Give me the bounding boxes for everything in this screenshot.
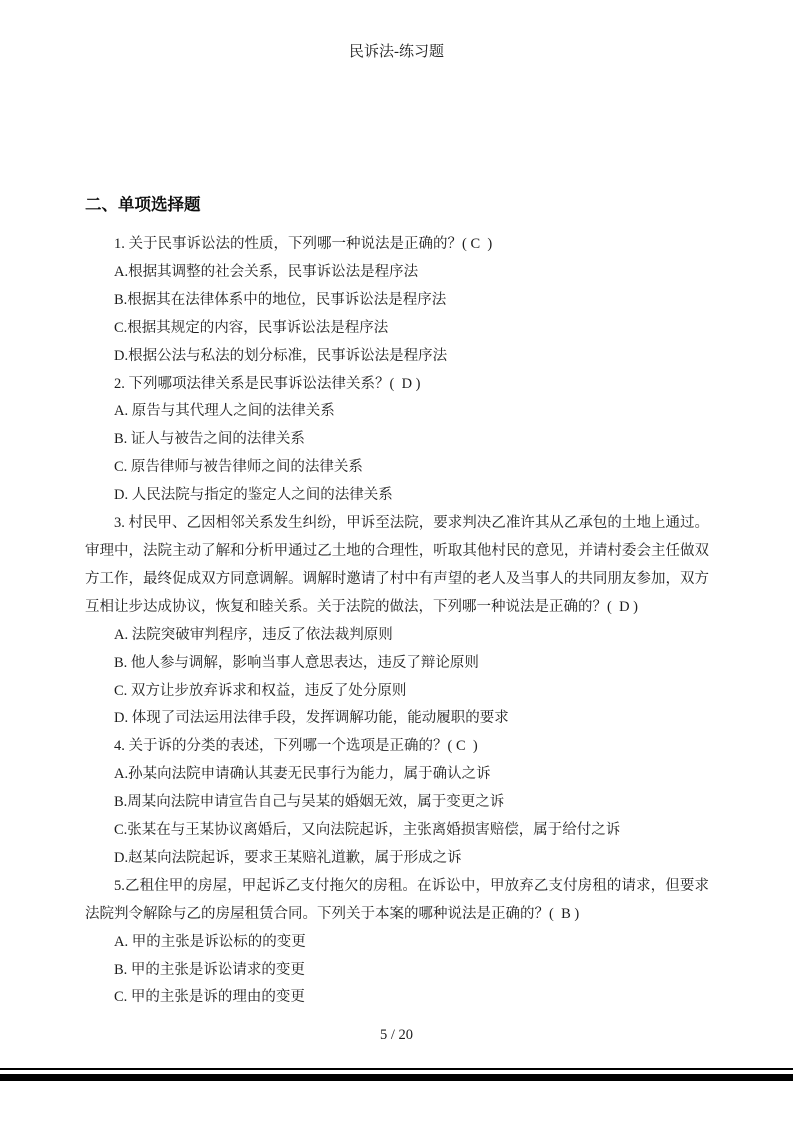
- question-4-stem: 4. 关于诉的分类的表述，下列哪一个选项是正确的？( C ): [114, 738, 478, 755]
- question-5-option-c: C. 甲的主张是诉的理由的变更: [114, 989, 305, 1006]
- question-1-option-c: C.根据其规定的内容，民事诉讼法是程序法: [114, 319, 389, 336]
- question-4-option-c: C.张某在与王某协议离婚后，又向法院起诉，主张离婚损害赔偿，属于给付之诉: [114, 822, 621, 839]
- question-2-option-d: D. 人民法院与指定的鉴定人之间的法律关系: [114, 487, 393, 504]
- bottom-rule-thick: [0, 1074, 793, 1081]
- bottom-rule-thin: [0, 1068, 793, 1070]
- question-2-option-a: A. 原告与其代理人之间的法律关系: [114, 403, 335, 420]
- question-5-stem: 5.乙租住甲的房屋，甲起诉乙支付拖欠的房租。在诉讼中，甲放弃乙支付房租的请求，但要求法院判令解除与乙的房屋租赁合同。下列关于本案的哪种说法是正确的？( B ): [85, 877, 709, 922]
- question-1-option-a: A.根据其调整的社会关系，民事诉讼法是程序法: [114, 263, 419, 280]
- question-1-option-b: B.根据其在法律体系中的地位，民事诉讼法是程序法: [114, 291, 447, 308]
- question-3-option-a: A. 法院突破审判程序，违反了依法裁判原则: [114, 626, 393, 643]
- question-3-stem: 3. 村民甲、乙因相邻关系发生纠纷，甲诉至法院，要求判决乙准许其从乙承包的土地上通过。审理中，法院主动了解和分析甲通过乙土地的合理性，听取其他村民的意见，并请村委会主任做双方工作，最终促成双方同意调解。调解时邀请了村中有声望的老人及当事人的共同朋友参加，双方互相让步达成协议，恢复和睦关系。关于法院的做法，下列哪一种说法是正确的？( D ): [85, 515, 709, 615]
- document-body: [85, 194, 709, 1012]
- question-2-option-b: B. 证人与被告之间的法律关系: [114, 431, 305, 448]
- page-number-indicator: 5 / 20: [379, 1027, 414, 1043]
- question-3-option-c: C. 双方让步放弃诉求和权益，违反了处分原则: [114, 682, 407, 699]
- question-4-option-b: B.周某向法院申请宣告自己与吴某的婚姻无效，属于变更之诉: [114, 794, 505, 811]
- question-5-option-b: B. 甲的主张是诉讼请求的变更: [114, 961, 305, 978]
- question-4-option-d: D.赵某向法院起诉，要求王某赔礼道歉，属于形成之诉: [114, 849, 462, 866]
- question-3-option-d: D. 体现了司法运用法律手段，发挥调解功能，能动履职的要求: [114, 710, 509, 727]
- question-1-option-d: D.根据公法与私法的划分标准，民事诉讼法是程序法: [114, 347, 448, 364]
- question-5-option-a: A. 甲的主张是诉讼标的的变更: [114, 933, 306, 950]
- section-title: 二、单项选择题: [85, 196, 201, 214]
- question-2-stem: 2. 下列哪项法律关系是民事诉讼法律关系？( D ): [114, 375, 421, 392]
- document-header-title: 民诉法-练习题: [349, 44, 444, 60]
- question-2-option-c: C. 原告律师与被告律师之间的法律关系: [114, 459, 363, 476]
- question-1-stem: 1. 关于民事诉讼法的性质，下列哪一种说法是正确的？( C ): [114, 236, 493, 252]
- question-3-option-b: B. 他人参与调解，影响当事人意思表达，违反了辩论原则: [114, 654, 479, 671]
- question-4-option-a: A.孙某向法院申请确认其妻无民事行为能力，属于确认之诉: [114, 766, 491, 783]
